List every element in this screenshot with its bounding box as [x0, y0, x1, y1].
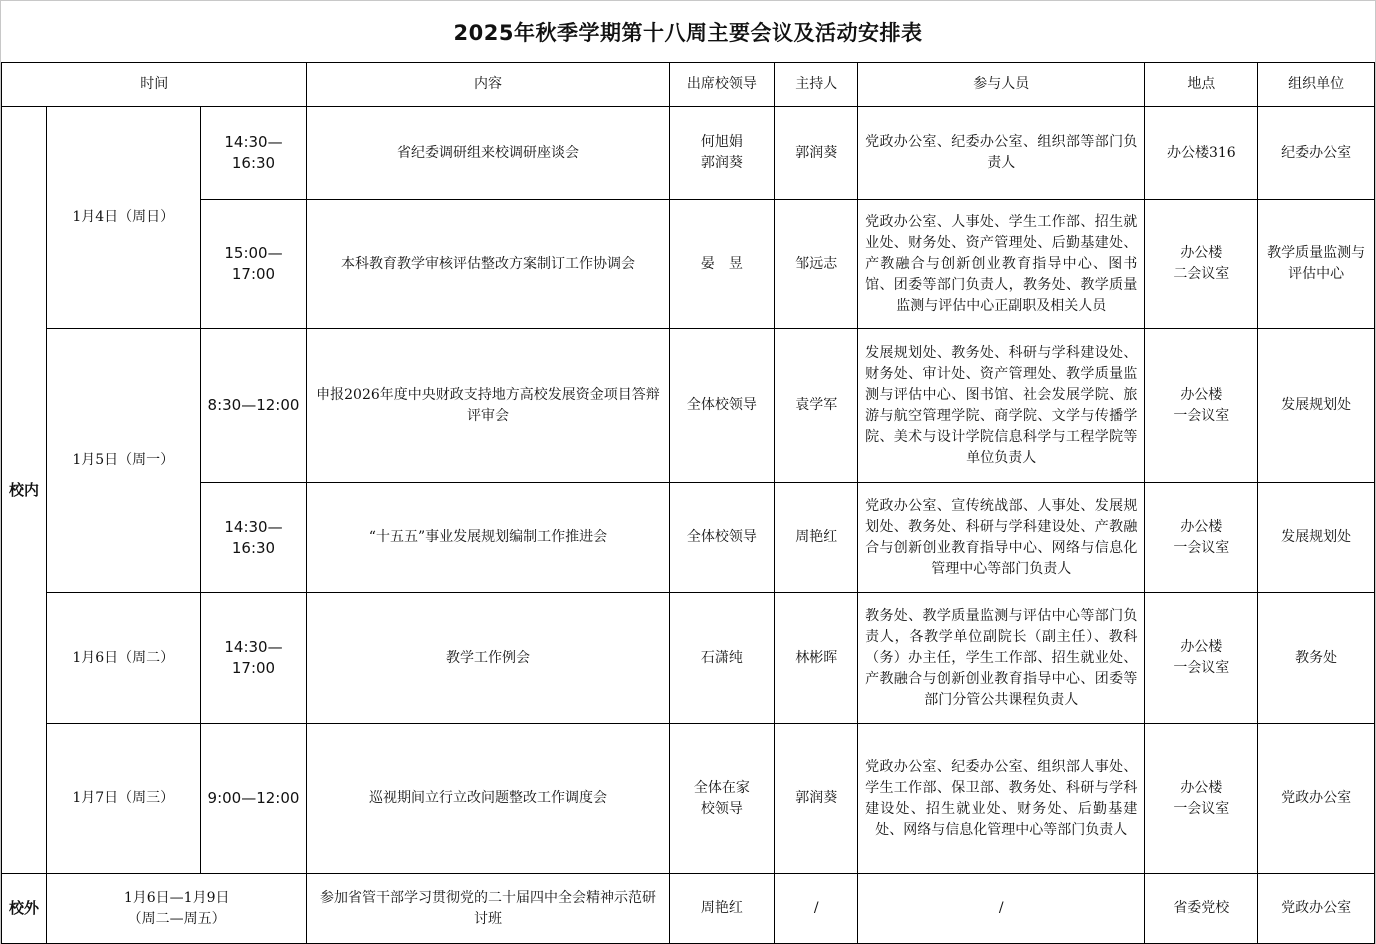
- content-cell: 本科教育教学审核评估整改方案制订工作协调会: [307, 200, 669, 329]
- content-cell: 参加省管干部学习贯彻党的二十届四中全会精神示范研讨班: [307, 874, 669, 944]
- content-cell: 省纪委调研组来校调研座谈会: [307, 107, 669, 200]
- category-internal: 校内: [2, 107, 47, 874]
- location-building: 办公楼: [1180, 779, 1223, 796]
- participants-cell: 党政办公室、纪委办公室、组织部人事处、学生工作部、保卫部、教务处、科研与学科建设处、招生就业处、财务处、后勤基建处、网络与信息化管理中心等部门负责人: [858, 724, 1145, 874]
- content-cell: 申报2026年度中央财政支持地方高校发展资金项目答辩评审会: [307, 329, 669, 483]
- location-cell: [1145, 329, 1258, 483]
- page-title: 2025年秋季学期第十八周主要会议及活动安排表: [453, 21, 923, 45]
- table-row: [2, 593, 1375, 724]
- host-cell: 袁学军: [775, 329, 858, 483]
- schedule-table: [1, 62, 1375, 944]
- table-row: [2, 483, 1375, 593]
- location-building: 办公楼: [1180, 639, 1223, 655]
- location-room: 一会议室: [1173, 660, 1230, 676]
- location-cell: 办公楼316: [1145, 107, 1258, 200]
- participants-cell: 党政办公室、纪委办公室、组织部等部门负责人: [858, 107, 1145, 200]
- location-building: 办公楼: [1180, 386, 1223, 403]
- participants-cell: 党政办公室、宣传统战部、人事处、发展规划处、教务处、科研与学科建设处、产教融合与创新创业教育指导中心、网络与信息化管理中心等部门负责人: [858, 483, 1145, 593]
- organizer-cell: 纪委办公室: [1258, 107, 1375, 200]
- header-leader: 出席校领导: [669, 63, 775, 107]
- location-room: 一会议室: [1173, 539, 1230, 556]
- time-cell: 8:30—12:00: [200, 329, 307, 483]
- host-cell: 郭润葵: [775, 107, 858, 200]
- location-room: 一会议室: [1173, 407, 1230, 424]
- header-content: 内容: [307, 63, 669, 107]
- table-row: [2, 724, 1375, 874]
- organizer-cell: 发展规划处: [1258, 329, 1375, 483]
- host-cell: 林彬晖: [775, 593, 858, 724]
- leader-name: 全体在家: [693, 779, 750, 796]
- organizer-cell: 党政办公室: [1258, 874, 1375, 944]
- location-room: 二会议室: [1173, 266, 1230, 282]
- location-building: 办公楼: [1180, 518, 1223, 535]
- header-row: [2, 63, 1375, 107]
- leader-cell: 石潇纯: [669, 593, 775, 724]
- date-cell: 1月5日（周一）: [46, 329, 200, 593]
- leader-cell: [669, 724, 775, 874]
- location-cell: [1145, 483, 1258, 593]
- participants-cell: 发展规划处、教务处、科研与学科建设处、财务处、审计处、资产管理处、教学质量监测与评估中心、图书馆、社会发展学院、旅游与航空管理学院、商学院、文学与传播学院、美术与设计学院信息科学与工程学院等单位负责人: [858, 329, 1145, 483]
- location-building: 办公楼: [1180, 245, 1223, 261]
- leader-cell: 晏 昱: [669, 200, 775, 329]
- leader-cell: 全体校领导: [669, 329, 775, 483]
- host-cell: 周艳红: [775, 483, 858, 593]
- location-cell: 省委党校: [1145, 874, 1258, 944]
- table-row: [2, 200, 1375, 329]
- location-cell: [1145, 724, 1258, 874]
- participants-cell: 党政办公室、人事处、学生工作部、招生就业处、财务处、资产管理处、后勤基建处、产教融合与创新创业教育指导中心、图书馆、团委等部门负责人，教务处、教学质量监测与评估中心正副职及相关人员: [858, 200, 1145, 329]
- header-participants: 参与人员: [858, 63, 1145, 107]
- leader-name: 郭润葵: [700, 155, 743, 171]
- date-range: 1月6日—1月9日: [123, 889, 230, 906]
- organizer-cell: 党政办公室: [1258, 724, 1375, 874]
- date-cell: 1月6日（周二）: [46, 593, 200, 724]
- participants-cell: /: [858, 874, 1145, 944]
- date-range-cell: [46, 874, 306, 944]
- host-cell: /: [775, 874, 858, 944]
- location-room: 一会议室: [1173, 800, 1230, 817]
- table-row: [2, 874, 1375, 944]
- header-time: 时间: [2, 63, 307, 107]
- host-cell: 邹远志: [775, 200, 858, 329]
- header-location: 地点: [1145, 63, 1258, 107]
- time-cell: 14:30—16:30: [200, 483, 307, 593]
- organizer-cell: 发展规划处: [1258, 483, 1375, 593]
- leader-cell: 全体校领导: [669, 483, 775, 593]
- table-row: [2, 107, 1375, 200]
- time-cell: 15:00—17:00: [200, 200, 307, 329]
- category-external: 校外: [2, 874, 47, 944]
- date-cell: 1月7日（周三）: [46, 724, 200, 874]
- organizer-cell: 教务处: [1258, 593, 1375, 724]
- location-cell: [1145, 593, 1258, 724]
- header-organizer: 组织单位: [1258, 63, 1375, 107]
- organizer-cell: 教学质量监测与评估中心: [1258, 200, 1375, 329]
- leader-cell: [669, 107, 775, 200]
- location-cell: [1145, 200, 1258, 329]
- time-cell: 14:30—16:30: [200, 107, 307, 200]
- time-cell: 14:30—17:00: [200, 593, 307, 724]
- leader-name: 校领导: [700, 800, 743, 817]
- table-row: [2, 329, 1375, 483]
- leader-name: 何旭娟: [700, 134, 743, 150]
- content-cell: “十五五”事业发展规划编制工作推进会: [307, 483, 669, 593]
- weekday-range: （周二—周五）: [127, 910, 226, 927]
- content-cell: 巡视期间立行立改问题整改工作调度会: [307, 724, 669, 874]
- host-cell: 郭润葵: [775, 724, 858, 874]
- leader-cell: 周艳红: [669, 874, 775, 944]
- content-cell: 教学工作例会: [307, 593, 669, 724]
- header-host: 主持人: [775, 63, 858, 107]
- date-cell: 1月4日（周日）: [46, 107, 200, 329]
- participants-cell: 教务处、教学质量监测与评估中心等部门负责人，各教学单位副院长（副主任）、教科（务）办主任，学生工作部、招生就业处、产教融合与创新创业教育指导中心、团委等部门分管公共课程负责人: [858, 593, 1145, 724]
- time-cell: 9:00—12:00: [200, 724, 307, 874]
